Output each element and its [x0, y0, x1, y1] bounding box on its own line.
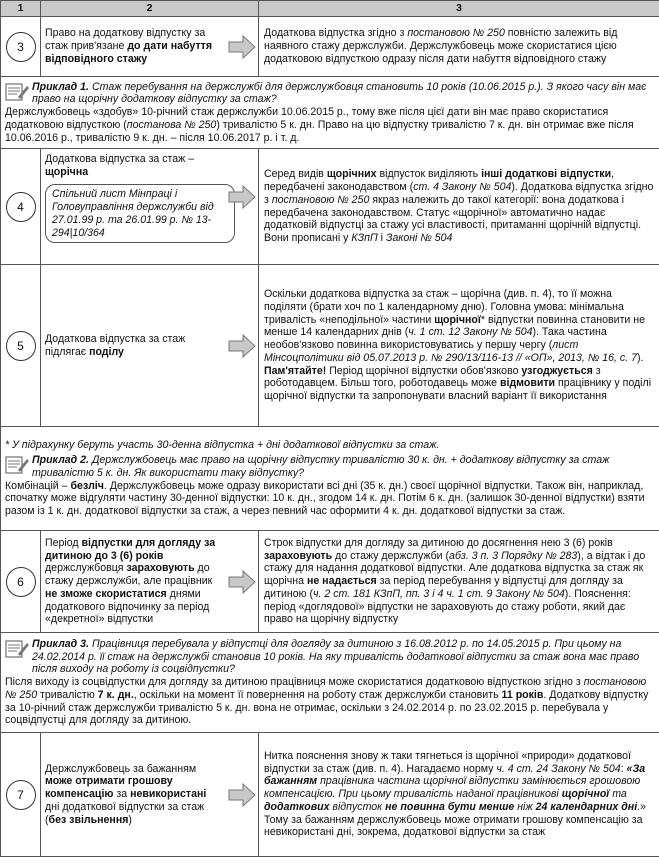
notepad-icon — [5, 639, 29, 659]
table-row-3 — [1, 17, 659, 77]
row-number-badge: 3 — [6, 32, 36, 62]
header-row — [1, 1, 659, 17]
row-number-badge: 5 — [6, 331, 36, 361]
row-4-left-text: Додаткова відпустка за стаж – щорічна — [45, 153, 195, 178]
row-number-badge: 4 — [6, 192, 36, 222]
example-3-question: Приклад 3. Працівниця перебувала у відпустці для догляду за дитиною з 16.08.2012 р. по 14.05.2015 р. При цьому на 24.02.2014 р. її стаж на держслужбі становив 10 років. На яку тривалість додаткової відпустки за стаж вона має право після виходу на роботу із соцвідпустки? — [32, 638, 640, 676]
row-4-right-text: Серед видів щорічних відпусток виділяють інші додаткові відпустки, передбачені законодавством (ст. 4 Закону № 504). Додаткова відпустка згідно з постановою № 250 якраз належить до такої категорії: вона додаткова і передбачена законодавством. Статус «щорічної» автоматично надає додатковій відпустці за стажу усі властивості, притаманні щорічній відпустці. Вони прописані у КЗпП і Законі № 504 — [259, 149, 659, 265]
table-row-5 — [1, 265, 659, 427]
table-row-7 — [1, 733, 659, 857]
table-row-6 — [1, 531, 659, 633]
arrow-right-icon — [228, 35, 256, 59]
footnote: * У підрахунку беруть участь 30-денна відпустка + дні додаткової відпустки за стаж. — [5, 439, 440, 452]
example-3 — [1, 633, 659, 733]
row-number-badge: 6 — [6, 567, 36, 597]
source-bubble: Спільний лист Мінпраці і Головуправління держслужби від 27.01.99 р. та 26.01.99 р. № 13-294|10/364 — [45, 184, 235, 243]
row-7-left-text: Держслужбовець за бажанням може отримати грошову компенсацію за невикористані дні додаткової відпустки за стаж (без звільнення) — [45, 762, 207, 826]
row-3-right-text: Додаткова відпустка згідно з постановою № 250 повністю залежить від наявного стажу держслужби. Держслужбовець може скористатися цією додатковою відпусткою одразу після дати набуття відповідного стажу — [259, 17, 659, 77]
header-col-2: 2 — [41, 1, 259, 17]
arrow-right-icon — [228, 570, 256, 594]
example-3-answer: Після виходу із соцвідпустки для догляду за дитиною працівниця може скористатися додатковою відпусткою згідно з постановою № 250 тривалістю 7 к. дн., оскільки на момент її повернення на роботу стаж держслужби становить 11 років. Додаткову відпустку за 10-річний стаж держслужби тривалістю 5 к. дн. вона не отримає, оскільки з 24.02.2014 р. по 23.02.2015 р. перебувала у соцвідпустці для догляду за дитиною. — [5, 676, 649, 727]
example-1 — [1, 77, 659, 149]
row-6-right-text: Строк відпустки для догляду за дитиною до досягнення нею 3 (6) років зараховують до стажу держслужби (абз. 3 п. 3 Порядку № 283), а відтак і до стажу для надання додаткової відпустки. Але додаткова відпустка за стаж як щорічна не надається за період перебування у відпустці для догляду за дитиною (ч. 2 ст. 181 КЗпП, пп. 3 і 4 ч. 1 ст. 9 Закону № 504). Пояснення: період «доглядової» відпустки не зараховують до стажу роботи, який дає право на щорічну відпустку — [259, 531, 659, 633]
notepad-icon — [5, 455, 29, 475]
notepad-icon — [5, 82, 29, 102]
row-3-left-text: Право на додаткову відпустку за стаж прив'язане до дати набуття відповідного стажу — [45, 27, 213, 65]
example-2-answer: Комбінацій – безліч. Держслужбовець може одразу використати всі дні (35 к. дн.) своєї щорічної відпустки. Також він, наприклад, спочатку може відгуляти частину 30-денної відпустки: 10 к. дн., згодом 14 к. дн. Потім 6 к. дн. (залишок 30-денної відпустки) взяти разом із 1 к. дн. додаткової відпустки за стаж, а через певний час оформити 4 к. дн. додаткової відпустки за стаж. — [5, 479, 645, 517]
example-1-answer: Держслужбовець «здобув» 10-річний стаж держслужби 10.06.2015 р., тому вже після цієї дати він має право скористатися додатковою відпусткою (постанова № 250) тривалістю 5 к. дн. Право на цю відпустку тривалістю 7 к. дн. він отримає вже після 10.06.2016 р., тривалістю 9 к. дн. – після 10.06.2017 р. і т. д. — [5, 106, 634, 144]
example-1-question: Приклад 1. Стаж перебування на держслужбі для держслужбовця становить 10 років (10.06.2015 р.). З якого часу він має право на щорічну додаткову відпустку за стаж? — [32, 80, 647, 106]
row-number-badge: 7 — [6, 780, 36, 810]
header-col-1: 1 — [1, 1, 41, 17]
example-2 — [1, 427, 659, 531]
row-5-right-text: Оскільки додаткова відпустка за стаж – щорічна (див. п. 4), то її можна поділяти (брати хоч по 1 календарному дню). Головна умова: мінімальна тривалість «неподільної» частини щорічної* відпустки повинна становити не менше 14 календарних днів (ч. 1 ст. 12 Закону № 504). Така частина необов'язково повинна використовуватись у першу чергу (лист Мінсоцполітики від 05.07.2013 р. № 290/13/116-13 // «ОП», 2013, № 16, с. 7). Пам'ятайте! Період щорічної відпустки обов'язково узгоджується з роботодавцем. Більш того, роботодавець може відмовити працівнику у поділі щорічної відпустки та запропонувати власний варіант її використання — [259, 265, 659, 427]
row-6-left-text: Період відпустки для догляду за дитиною до 3 (6) років держслужбовця зараховують до стажу держслужби, але працівник не зможе скористатися днями додаткового відпочинку за період «декретної» відпустки — [45, 537, 216, 626]
row-5-left-text: Додаткова відпустка за стаж підлягає поділу — [45, 332, 186, 358]
example-2-question: Приклад 2. Держслужбовець має право на щорічну відпустку тривалістю 30 к. дн. + додаткову відпустку за стаж тривалістю 5 к. дн. Як використати таку відпустку? — [32, 454, 610, 479]
arrow-right-icon — [228, 185, 256, 209]
header-col-3: 3 — [259, 1, 659, 17]
arrow-right-icon — [228, 334, 256, 358]
arrow-right-icon — [228, 783, 256, 807]
table-row-4 — [1, 149, 659, 265]
row-7-right-text: Нитка пояснення знову ж таки тягнеться із щорічної «природи» додаткової відпустки за стаж (див. п. 4). Нагадаємо норму ч. 4 ст. 24 Закону № 504: «За бажанням працівника частина щорічної відпустки замінюється грошовою компенсацією. При цьому тривалість наданої працівникові щорічної та додаткових відпусток не повинна бути менше ніж 24 календарних дні.» Тому за бажанням держслужбовець може отримати грошову компенсацію за невикористані дні, зокрема, додаткової відпустки за стаж — [259, 733, 659, 857]
